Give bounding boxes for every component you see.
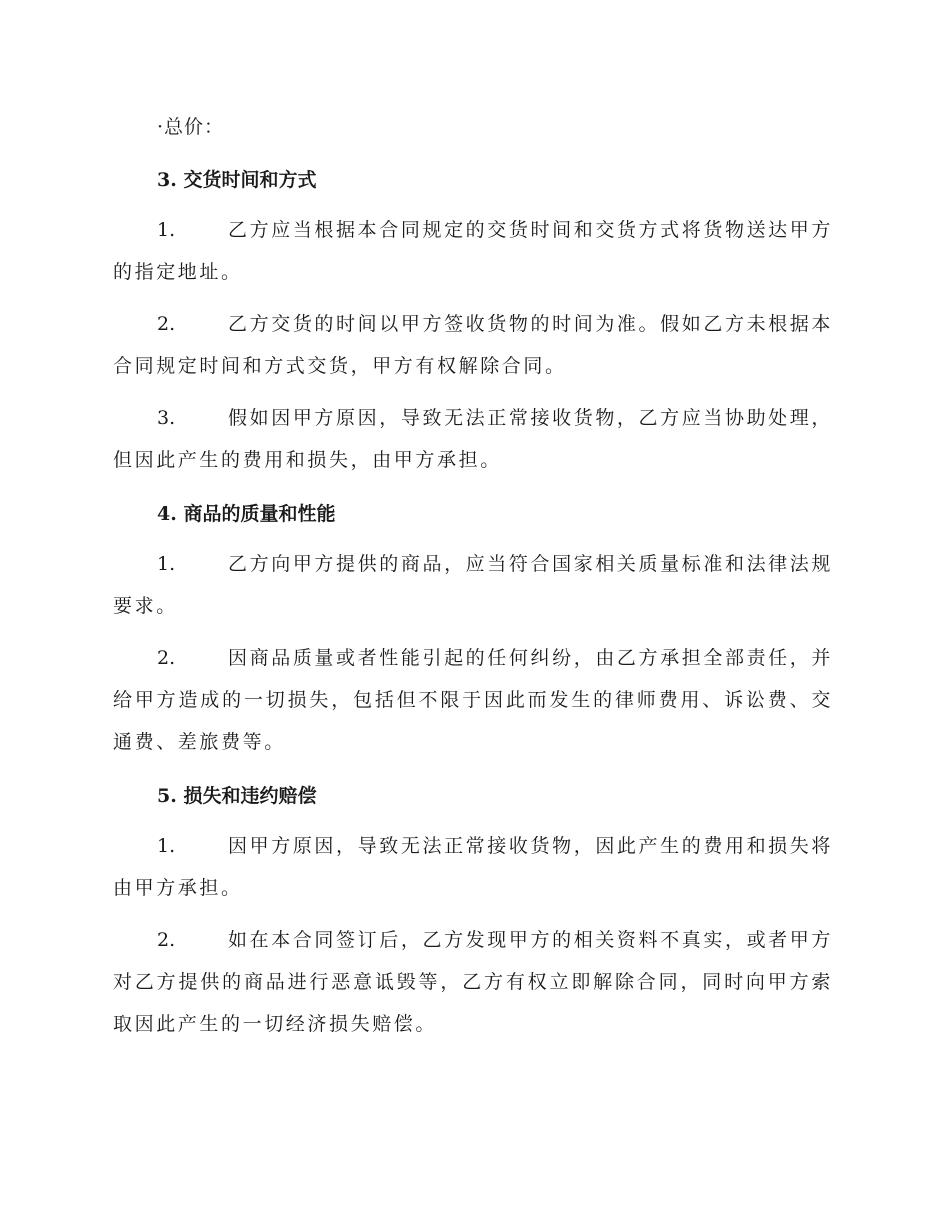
clause-text: 乙方交货的时间以甲方签收货物的时间为准。假如乙方未根据本合同规定时间和方式交货，甲方有权解除合同。 (113, 313, 833, 377)
clause-number: 2. (157, 929, 176, 951)
clause-text: 乙方向甲方提供的商品，应当符合国家相关质量标准和法律法规要求。 (113, 553, 833, 617)
section-heading-3: 3. 交货时间和方式 (157, 169, 317, 191)
clause-number: 3. (157, 407, 176, 429)
clause-4-1 (113, 543, 833, 627)
clause-number: 2. (157, 313, 176, 335)
clause-text: 因商品质量或者性能引起的任何纠纷，由乙方承担全部责任，并给甲方造成的一切损失，包括但不限于因此而发生的律师费用、诉讼费、交通费、差旅费等。 (113, 647, 833, 753)
section-heading-4: 4. 商品的质量和性能 (157, 503, 336, 525)
clause-number: 2. (157, 647, 176, 669)
clause-3-2 (113, 303, 833, 387)
clause-text: 假如因甲方原因，导致无法正常接收货物，乙方应当协助处理，但因此产生的费用和损失，由甲方承担。 (113, 407, 833, 471)
clause-number: 1. (157, 219, 176, 241)
clause-text: 乙方应当根据本合同规定的交货时间和交货方式将货物送达甲方的指定地址。 (113, 219, 833, 283)
clause-text: 因甲方原因，导致无法正常接收货物，因此产生的费用和损失将由甲方承担。 (113, 835, 833, 899)
section-heading-5: 5. 损失和违约赔偿 (157, 785, 317, 807)
clause-5-2 (113, 919, 833, 1045)
total-price-label: ·总价： (157, 116, 225, 138)
clause-number: 1. (157, 835, 176, 857)
clause-5-1 (113, 825, 833, 909)
clause-3-1 (113, 209, 833, 293)
clause-number: 1. (157, 553, 176, 575)
clause-3-3 (113, 397, 833, 481)
clause-text: 如在本合同签订后，乙方发现甲方的相关资料不真实，或者甲方对乙方提供的商品进行恶意诋毁等，乙方有权立即解除合同，同时向甲方索取因此产生的一切经济损失赔偿。 (113, 929, 833, 1035)
clause-4-2 (113, 637, 833, 763)
